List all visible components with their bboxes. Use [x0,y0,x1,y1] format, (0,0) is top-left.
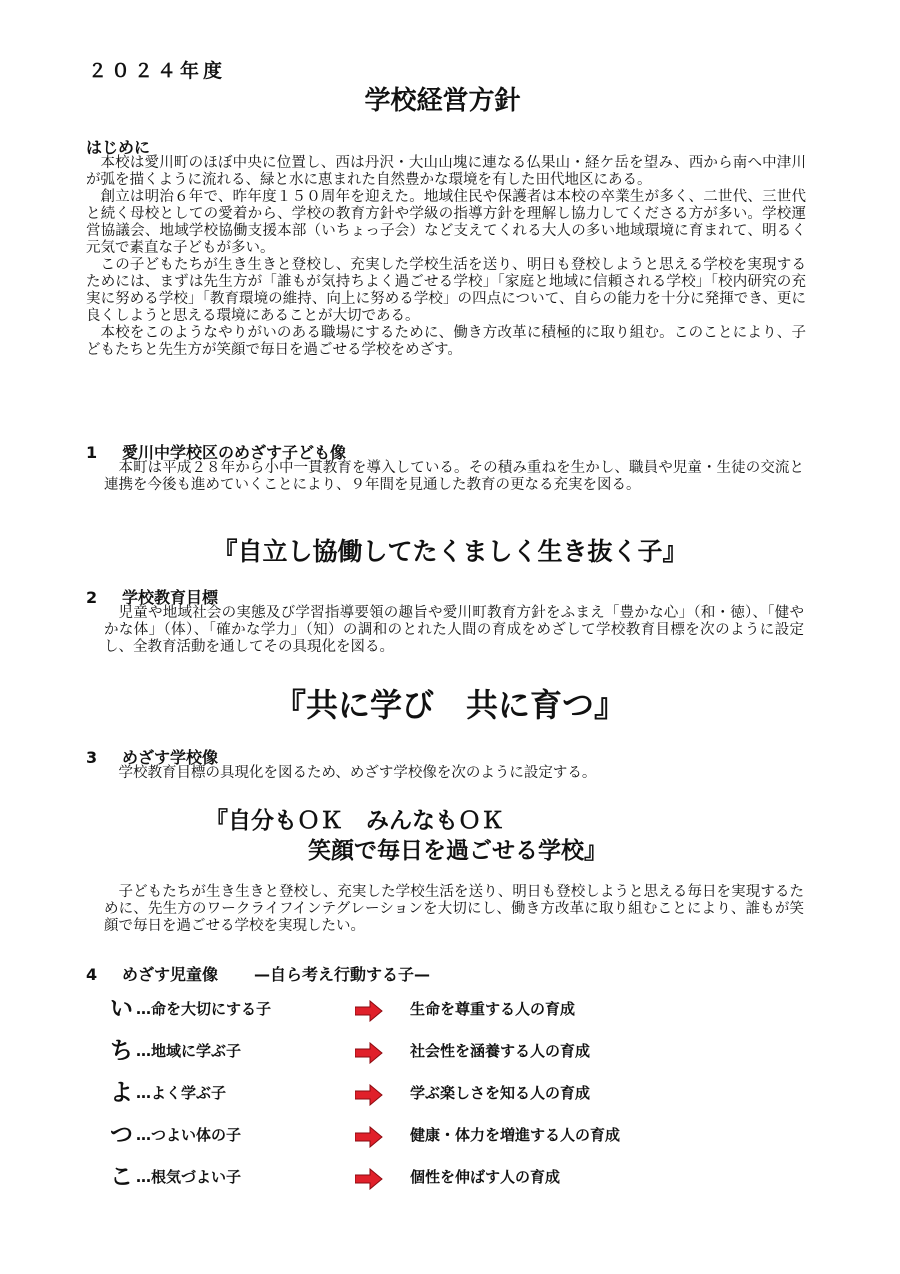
red-arrow-icon [355,1084,383,1106]
section3-text2: 子どもたちが生き生きと登校し、充実した学校生活を送り、明日も登校しようと思える毎日を実現するために、先生方のワークライフインテグレーションを大切にし、働き方改革に取り組むことにより、誰もが笑顔で毎日を過ごせる学校を実現したい。 [104,884,804,934]
section1-text: 本町は平成２８年から小中一貫教育を導入している。その積み重ねを生かし、職員や児童・生徒の交流と連携を今後も進めていくことにより、９年間を見通した教育の更なる充実を図る。 [104,460,804,493]
section3-text: 学校教育目標の具現化を図るため、めざす学校像を次のように設定する。 [118,765,597,781]
goal-label: …よく学ぶ子 [136,1084,227,1102]
section3-motto-line2: 笑顔で毎日を過ごせる学校』 [308,838,607,864]
goal-label: …命を大切にする子 [136,1000,272,1018]
red-arrow-icon [355,1126,383,1148]
section2-title: 学校教育目標 [122,588,219,607]
goal-initial: つ [110,1122,133,1148]
goal-row [110,1158,810,1200]
red-arrow-icon [355,1000,383,1022]
section3-number: 3 [86,748,98,767]
child-goal-list [110,990,810,1200]
intro-heading: はじめに [86,138,151,157]
goal-row [110,1074,810,1116]
goal-target: 個性を伸ばす人の育成 [410,1168,561,1186]
section4-heading [86,962,430,985]
section1-motto: 『自立し協働してたくましく生き抜く子』 [212,537,688,566]
section2-body [104,605,804,656]
goal-target: 学ぶ楽しさを知る人の育成 [410,1084,591,1102]
section3-body [104,765,804,782]
section4-title: めざす児童像 [122,965,219,984]
section2-motto: 『共に学び 共に育つ』 [273,686,626,724]
goal-label: …根気づよい子 [136,1168,242,1186]
section3-body2 [104,884,804,935]
intro-paragraph: 創立は明治６年で、昨年度１５０周年を迎えた。地域住民や保護者は本校の卒業生が多く、二世代、三世代と続く母校としての愛着から、学校の教育方針や学級の指導方針を理解し協力してくださる方が多い。学校運営協議会、地域学校協働支援本部（いちょっ子会）など支えてくれる大人の多い地域環境に育まれて、明るく元気で素直な子どもが多い。 [86,189,806,256]
intro-paragraph: この子どもたちが生き生きと登校し、充実した学校生活を送り、明日も登校しようと思える学校を実現するためには、まずは先生方が「誰もが気持ちよく過ごせる学校」「家庭と地域に信頼される学校」「校内研究の充実に努める学校」「教育環境の維持、向上に努める学校」の四点について、自らの能力を十分に発揮でき、更に良くしようと思える環境にあることが大切である。 [86,257,806,324]
goal-initial: よ [110,1080,133,1106]
goal-row [110,1032,810,1074]
intro-paragraph: 本校は愛川町のほぼ中央に位置し、西は丹沢・大山山塊に連なる仏果山・経ケ岳を望み、西から南へ中津川が弧を描くように流れる、緑と水に恵まれた自然豊かな環境を有した田代地区にある。 [86,155,806,188]
section1-body [104,460,804,494]
section2-number: 2 [86,588,98,607]
goal-label: …つよい体の子 [136,1126,242,1144]
goal-target: 生命を尊重する人の育成 [410,1000,576,1018]
section1-number: 1 [86,443,98,462]
section3-motto-line1: 『自分もＯＫ みんなもＯＫ [205,808,504,834]
section4-number: 4 [86,965,98,984]
goal-initial: い [110,996,133,1022]
intro-body [86,155,806,359]
fiscal-year: ２０２４年度 [88,60,227,82]
intro-paragraph: 本校をこのようなやりがいのある職場にするために、働き方改革に積極的に取り組む。このことにより、子どもたちと先生方が笑顔で毎日を過ごせる学校をめざす。 [86,325,806,358]
goal-label: …地域に学ぶ子 [136,1042,242,1060]
page-title: 学校経営方針 [364,86,521,116]
section2-text: 児童や地域社会の実態及び学習指導要領の趣旨や愛川町教育方針をふまえ「豊かな心」（和・徳）、「健やかな体」（体）、「確かな学力」（知）の調和のとれた人間の育成をめざして学校教育目標を次のように設定し、全教育活動を通してその具現化を図る。 [104,605,804,655]
section1-title: 愛川中学校区のめざす子ども像 [122,443,347,462]
section4-subtitle: —自ら考え行動する子— [254,965,431,984]
goal-target: 健康・体力を増進する人の育成 [410,1126,621,1144]
goal-initial: ち [110,1038,133,1064]
goal-target: 社会性を涵養する人の育成 [410,1042,591,1060]
goal-initial: こ [110,1164,133,1190]
section3-title: めざす学校像 [122,748,219,767]
red-arrow-icon [355,1042,383,1064]
goal-row [110,1116,810,1158]
goal-row [110,990,810,1032]
red-arrow-icon [355,1168,383,1190]
